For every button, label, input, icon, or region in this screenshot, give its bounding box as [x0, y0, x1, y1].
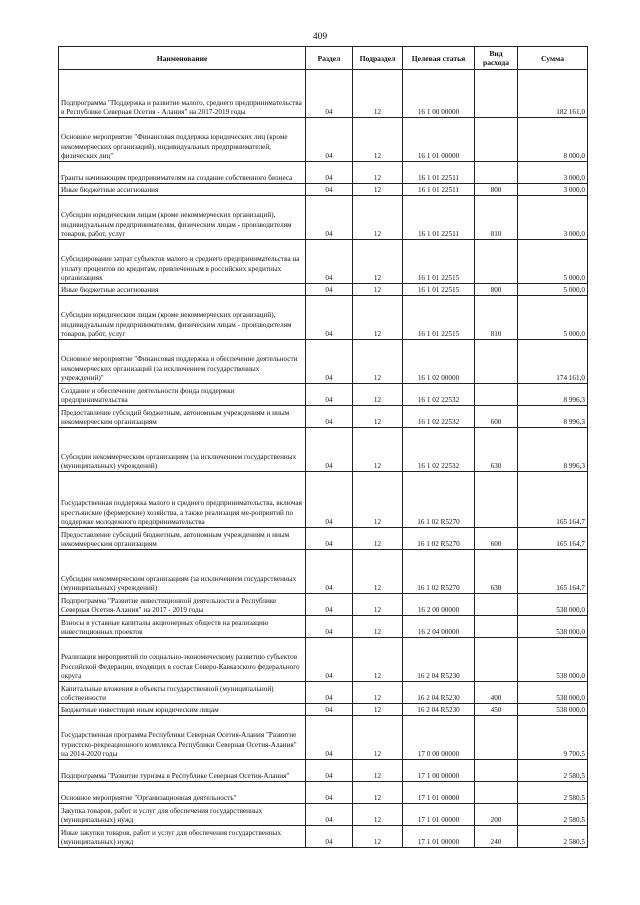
row-sum: 174 161,0	[518, 340, 588, 384]
row-name: Государственная программа Республики Северная Осетия-Алания "Развитие туристско-рекреационного комплекса Республики Северная Осетия-Алания" на 2014-2020 годы	[59, 716, 306, 760]
row-expense-type: 600	[475, 528, 518, 550]
row-section: 04	[306, 826, 353, 848]
header-sum: Сумма	[518, 47, 588, 70]
row-target: 17 1 01 00000	[403, 826, 475, 848]
row-name: Основное мероприятие "Финансовая поддержка и обеспечение деятельности некоммерческих организаций (за исключением государственных учреждений)"	[59, 340, 306, 384]
row-target: 16 1 02 R5270	[403, 550, 475, 594]
row-expense-type	[475, 760, 518, 782]
table-row	[59, 528, 588, 550]
row-expense-type	[475, 638, 518, 682]
row-sum: 8 996,3	[518, 406, 588, 428]
row-name: Подпрограмма "Развитие инвестиционной деятельности в Республике Северная Осетия-Алания" на 2017 - 2019 годы	[59, 594, 306, 616]
row-sum: 538 000,0	[518, 594, 588, 616]
row-sum: 538 000,0	[518, 638, 588, 682]
row-section: 04	[306, 782, 353, 804]
row-expense-type: 450	[475, 704, 518, 716]
table-row	[59, 340, 588, 384]
row-sum: 165 164,7	[518, 550, 588, 594]
row-subsection: 12	[353, 428, 403, 472]
row-target: 16 2 04 R5230	[403, 682, 475, 704]
table-row	[59, 716, 588, 760]
row-subsection: 12	[353, 296, 403, 340]
row-section: 04	[306, 184, 353, 196]
table-row	[59, 184, 588, 196]
row-expense-type: 600	[475, 406, 518, 428]
row-name: Предоставление субсидий бюджетным, автономным учреждениям и иным некоммерческим организациям	[59, 406, 306, 428]
row-name: Бюджетные инвестиции иным юридическим лицам	[59, 704, 306, 716]
row-target: 16 2 04 R5230	[403, 638, 475, 682]
row-target: 16 1 01 22515	[403, 296, 475, 340]
row-target: 16 1 01 22511	[403, 184, 475, 196]
row-sum: 165 164,7	[518, 472, 588, 528]
row-expense-type: 240	[475, 826, 518, 848]
row-subsection: 12	[353, 760, 403, 782]
row-expense-type: 400	[475, 682, 518, 704]
row-name: Основное мероприятие "Финансовая поддержка юридических лиц (кроме некоммерческих организаций), индивидуальных предпринимателей, физических лиц"	[59, 118, 306, 162]
row-name: Предоставление субсидий бюджетным, автономным учреждениям и иным некоммерческим организациям	[59, 528, 306, 550]
row-target: 16 1 02 22532	[403, 384, 475, 406]
row-sum: 9 700,5	[518, 716, 588, 760]
table-row	[59, 782, 588, 804]
row-sum: 538 000,0	[518, 704, 588, 716]
table-row	[59, 428, 588, 472]
row-sum: 2 580,5	[518, 826, 588, 848]
header-name: Наименование	[59, 47, 306, 70]
table-row	[59, 384, 588, 406]
header-expense-type: Вид расхода	[475, 47, 518, 70]
row-subsection: 12	[353, 340, 403, 384]
row-sum: 2 580,5	[518, 782, 588, 804]
table-row	[59, 638, 588, 682]
row-subsection: 12	[353, 782, 403, 804]
row-sum: 8 996,3	[518, 428, 588, 472]
row-subsection: 12	[353, 716, 403, 760]
row-name: Подпрограмма "Развитие туризма в Республике Северная Осетия-Алания"	[59, 760, 306, 782]
row-name: Капитальные вложения в объекты государственной (муниципальной) собственности	[59, 682, 306, 704]
table-row	[59, 196, 588, 240]
table-row	[59, 70, 588, 118]
row-target: 16 2 00 00000	[403, 594, 475, 616]
page-number: 409	[312, 32, 328, 42]
row-section: 04	[306, 196, 353, 240]
table-row	[59, 118, 588, 162]
row-subsection: 12	[353, 118, 403, 162]
row-sum: 538 000,0	[518, 616, 588, 638]
header-target: Целевая статья	[403, 47, 475, 70]
row-name: Субсидии некоммерческим организациям (за исключением государственных (муниципальных) учреждений)	[59, 550, 306, 594]
row-expense-type	[475, 716, 518, 760]
row-section: 04	[306, 594, 353, 616]
row-section: 04	[306, 804, 353, 826]
row-name: Гранты начинающим предпринимателям на создание собственного бизнеса	[59, 162, 306, 184]
row-sum: 165 164,7	[518, 528, 588, 550]
table-header-row	[59, 47, 588, 70]
row-target: 16 1 02 R5270	[403, 528, 475, 550]
row-section: 04	[306, 638, 353, 682]
table-row	[59, 682, 588, 704]
row-sum: 3 000,0	[518, 184, 588, 196]
row-subsection: 12	[353, 682, 403, 704]
row-subsection: 12	[353, 196, 403, 240]
row-expense-type	[475, 162, 518, 184]
row-expense-type: 810	[475, 296, 518, 340]
row-expense-type: 630	[475, 550, 518, 594]
budget-table	[58, 46, 588, 848]
row-target: 16 1 01 22515	[403, 284, 475, 296]
row-expense-type	[475, 70, 518, 118]
row-sum: 3 000,0	[518, 162, 588, 184]
row-expense-type: 800	[475, 184, 518, 196]
row-sum: 5 000,0	[518, 284, 588, 296]
table-row	[59, 406, 588, 428]
row-name: Закупка товаров, работ и услуг для обеспечения государственных (муниципальных) нужд	[59, 804, 306, 826]
row-target: 16 2 04 R5230	[403, 704, 475, 716]
row-target: 16 1 00 00000	[403, 70, 475, 118]
row-sum: 538 000,0	[518, 682, 588, 704]
row-sum: 2 580,5	[518, 760, 588, 782]
row-subsection: 12	[353, 594, 403, 616]
row-name: Государственная поддержка малого и среднего предпринимательства, включая крестьянские (фермерские) хозяйства, а также реализация ме-роприятий по поддержке молодежного предпринимательства	[59, 472, 306, 528]
row-section: 04	[306, 550, 353, 594]
row-target: 16 1 01 00000	[403, 118, 475, 162]
row-subsection: 12	[353, 184, 403, 196]
row-name: Иные закупки товаров, работ и услуг для обеспечения государственных (муниципальных) нужд	[59, 826, 306, 848]
row-section: 04	[306, 428, 353, 472]
row-subsection: 12	[353, 406, 403, 428]
row-target: 17 1 01 00000	[403, 782, 475, 804]
row-sum: 5 000,0	[518, 296, 588, 340]
row-target: 16 1 02 22532	[403, 406, 475, 428]
row-subsection: 12	[353, 162, 403, 184]
row-sum: 182 161,0	[518, 70, 588, 118]
row-name: Создание и обеспечение деятельности фонда поддержки предпринимательства	[59, 384, 306, 406]
table-row	[59, 296, 588, 340]
row-sum: 5 000,0	[518, 240, 588, 284]
table-row	[59, 760, 588, 782]
row-section: 04	[306, 118, 353, 162]
row-expense-type	[475, 472, 518, 528]
table-row	[59, 550, 588, 594]
row-expense-type: 810	[475, 196, 518, 240]
row-name: Субсидии юридическим лицам (кроме некоммерческих организаций), индивидуальным предпринимателям, физическим лицам - производителям товаров, работ, услуг	[59, 296, 306, 340]
row-target: 16 2 04 00000	[403, 616, 475, 638]
row-sum: 8 996,3	[518, 384, 588, 406]
row-name: Иные бюджетные ассигнования	[59, 284, 306, 296]
row-section: 04	[306, 716, 353, 760]
row-section: 04	[306, 70, 353, 118]
row-section: 04	[306, 162, 353, 184]
row-section: 04	[306, 682, 353, 704]
row-expense-type	[475, 616, 518, 638]
table-row	[59, 594, 588, 616]
row-section: 04	[306, 340, 353, 384]
row-expense-type	[475, 118, 518, 162]
row-section: 04	[306, 472, 353, 528]
row-subsection: 12	[353, 550, 403, 594]
row-subsection: 12	[353, 70, 403, 118]
row-subsection: 12	[353, 240, 403, 284]
row-subsection: 12	[353, 704, 403, 716]
row-section: 04	[306, 296, 353, 340]
row-expense-type: 630	[475, 428, 518, 472]
row-expense-type	[475, 782, 518, 804]
row-subsection: 12	[353, 284, 403, 296]
row-section: 04	[306, 406, 353, 428]
row-name: Иные бюджетные ассигнования	[59, 184, 306, 196]
row-section: 04	[306, 384, 353, 406]
header-section: Раздел	[306, 47, 353, 70]
row-name: Взносы в уставные капиталы акционерных обществ на реализацию инвестиционных проектов	[59, 616, 306, 638]
row-target: 16 1 01 22515	[403, 240, 475, 284]
header-subsection: Подраздел	[353, 47, 403, 70]
row-target: 16 1 01 22511	[403, 162, 475, 184]
row-target: 17 0 00 00000	[403, 716, 475, 760]
row-subsection: 12	[353, 638, 403, 682]
table-row	[59, 826, 588, 848]
row-expense-type	[475, 240, 518, 284]
row-subsection: 12	[353, 804, 403, 826]
row-expense-type: 800	[475, 284, 518, 296]
row-name: Подпрограмма "Поддержка и развитие малого, среднего предпринимательства в Республике Северная Осетия - Алания" на 2017-2019 годы	[59, 70, 306, 118]
row-expense-type	[475, 340, 518, 384]
row-section: 04	[306, 284, 353, 296]
table-row	[59, 284, 588, 296]
row-expense-type	[475, 384, 518, 406]
row-subsection: 12	[353, 384, 403, 406]
row-subsection: 12	[353, 472, 403, 528]
row-target: 17 1 00 00000	[403, 760, 475, 782]
row-section: 04	[306, 760, 353, 782]
row-sum: 8 000,0	[518, 118, 588, 162]
row-name: Субсидии юридическим лицам (кроме некоммерческих организаций), индивидуальным предпринимателям, физическим лицам - производителям товаров, работ, услуг	[59, 196, 306, 240]
table-row	[59, 240, 588, 284]
row-target: 16 1 02 22532	[403, 428, 475, 472]
table-row	[59, 804, 588, 826]
row-subsection: 12	[353, 616, 403, 638]
row-subsection: 12	[353, 826, 403, 848]
table-row	[59, 704, 588, 716]
row-target: 16 1 01 22511	[403, 196, 475, 240]
row-target: 16 1 02 00000	[403, 340, 475, 384]
row-section: 04	[306, 240, 353, 284]
row-sum: 3 000,0	[518, 196, 588, 240]
row-sum: 2 580,5	[518, 804, 588, 826]
row-name: Субсидии некоммерческим организациям (за исключением государственных (муниципальных) учреждений)	[59, 428, 306, 472]
row-expense-type	[475, 594, 518, 616]
row-name: Основное мероприятие "Организационная деятельность"	[59, 782, 306, 804]
row-name: Реализация мероприятий по социально-экономическому развитию субъектов Российской Федерации, входящих в состав Северо-Кавказского федерального округа	[59, 638, 306, 682]
table-row	[59, 162, 588, 184]
row-target: 17 1 01 00000	[403, 804, 475, 826]
table-row	[59, 616, 588, 638]
row-name: Субсидирование затрат субъектов малого и среднего предпринимательства на уплату процентов по кредитам, привлеченным в российских кредитных организациях	[59, 240, 306, 284]
row-section: 04	[306, 616, 353, 638]
row-subsection: 12	[353, 528, 403, 550]
row-section: 04	[306, 704, 353, 716]
row-expense-type: 200	[475, 804, 518, 826]
row-section: 04	[306, 528, 353, 550]
table-row	[59, 472, 588, 528]
row-target: 16 1 02 R5270	[403, 472, 475, 528]
